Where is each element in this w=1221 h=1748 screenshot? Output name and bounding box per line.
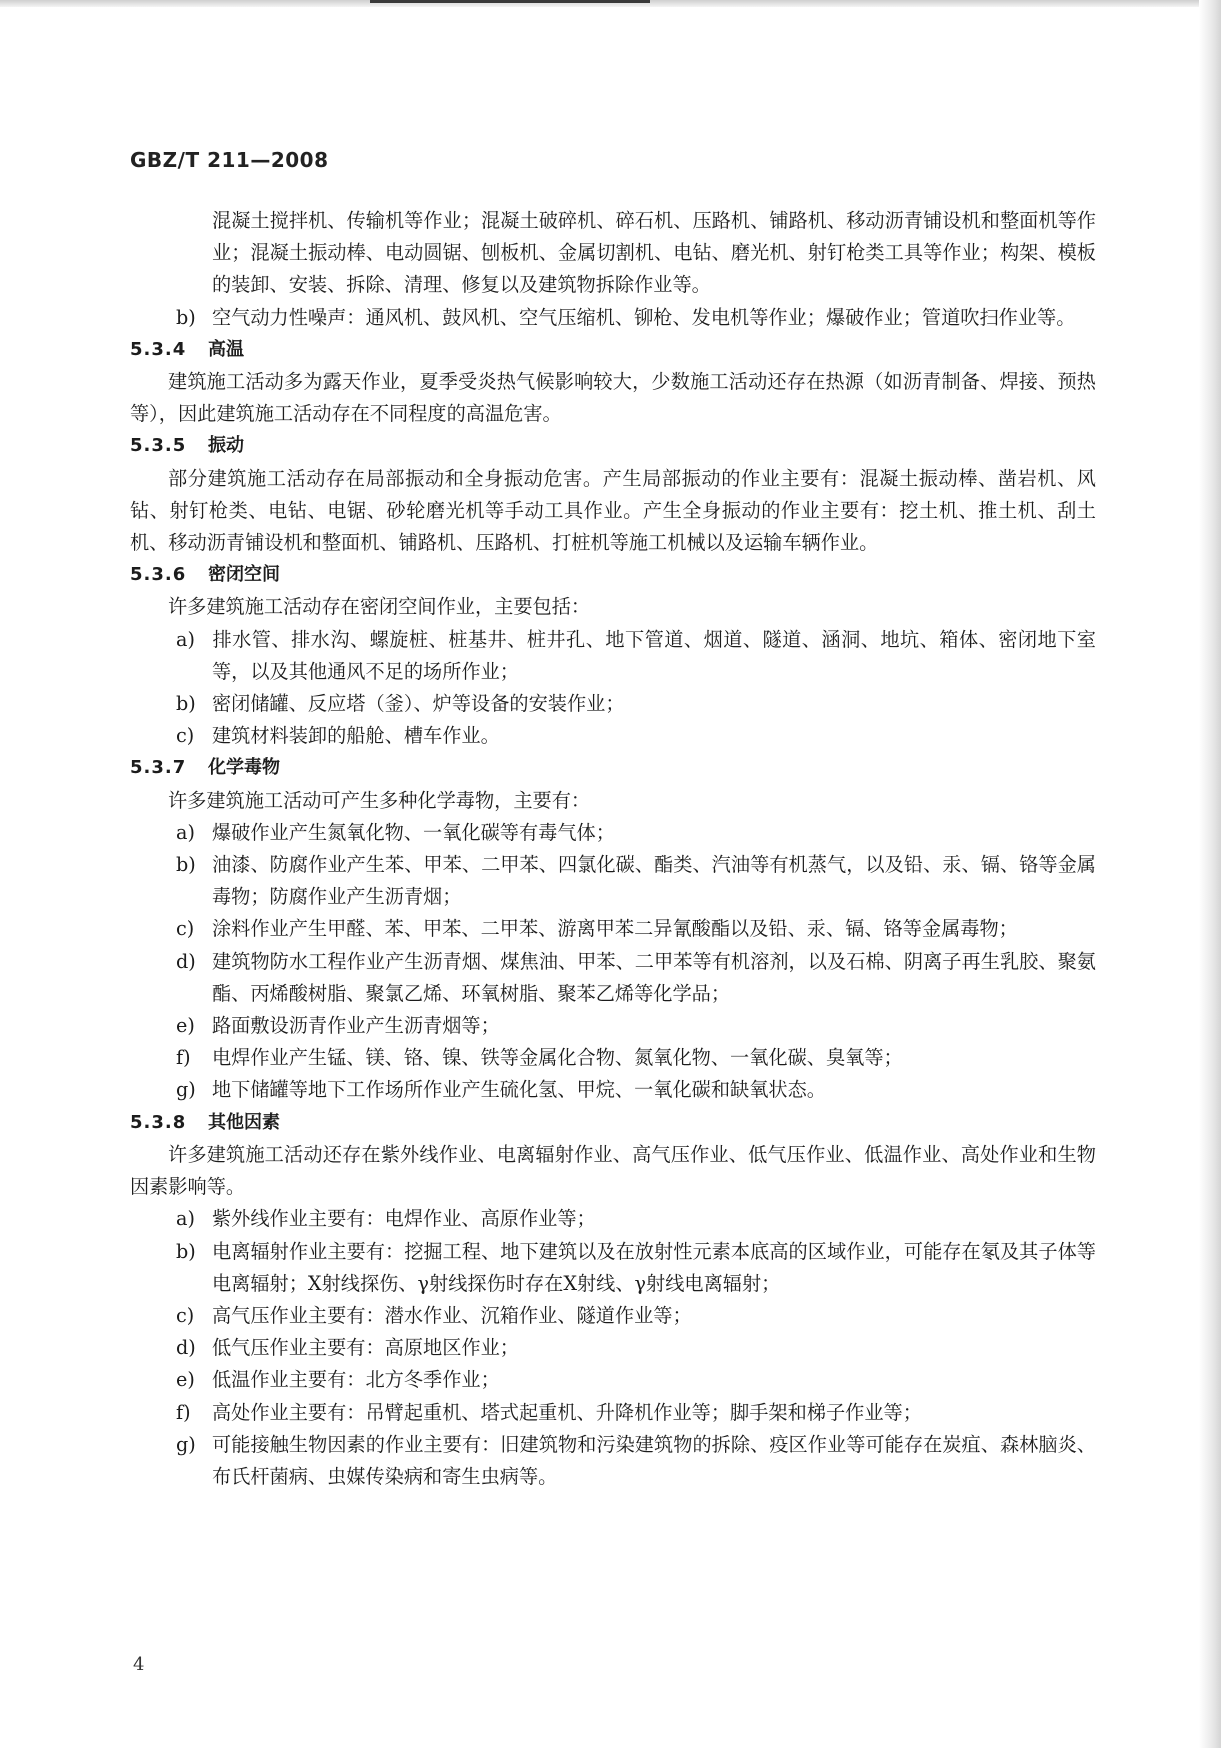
list-item — [130, 817, 1096, 849]
section-heading — [130, 334, 1096, 366]
page-body — [130, 205, 1096, 1493]
item-marker: d) — [176, 1336, 196, 1360]
section-title: 密闭空间 — [208, 564, 280, 586]
section-title: 高温 — [208, 338, 244, 360]
item-text: 电离辐射作业主要有：挖掘工程、地下建筑以及在放射性元素本底高的区域作业，可能存在氡及其子体等电离辐射；X射线探伤、γ射线探伤时存在X射线、γ射线电离辐射； — [212, 1239, 1096, 1295]
list-item — [130, 1332, 1096, 1364]
section-title: 其他因素 — [208, 1111, 280, 1133]
section-heading — [130, 752, 1096, 784]
item-text: 建筑材料装卸的船舱、槽车作业。 — [212, 724, 500, 748]
section-paragraph: 部分建筑施工活动存在局部振动和全身振动危害。产生局部振动的作业主要有：混凝土振动棒、凿岩机、风钻、射钉枪类、电钻、电锯、砂轮磨光机等手动工具作业。产生全身振动的作业主要有：挖土机、推土机、刮土机、移动沥青铺设机和整面机、铺路机、压路机、打桩机等施工机械以及运输车辆作业。 — [130, 466, 1096, 555]
scan-right-edge — [1199, 0, 1221, 1748]
item-marker: f) — [176, 1046, 191, 1070]
item-marker: g) — [176, 1432, 196, 1456]
section-paragraph: 许多建筑施工活动存在密闭空间作业，主要包括： — [168, 595, 591, 619]
list-item — [130, 624, 1096, 688]
item-text: 高处作业主要有：吊臂起重机、塔式起重机、升降机作业等；脚手架和梯子作业等； — [212, 1400, 922, 1424]
item-marker: e) — [176, 1368, 195, 1392]
section-number: 5.3.8 — [130, 1111, 187, 1133]
section-paragraph: 建筑施工活动多为露天作业，夏季受炎热气候影响较大，少数施工活动还存在热源（如沥青制备、焊接、预热等），因此建筑施工活动存在不同程度的高温危害。 — [130, 370, 1096, 426]
section-heading — [130, 1107, 1096, 1139]
list-item — [130, 1429, 1096, 1493]
item-marker: a) — [176, 627, 195, 651]
list-item — [130, 946, 1096, 1010]
document-code: GBZ/T 211—2008 — [130, 148, 329, 172]
page-number: 4 — [133, 1654, 145, 1675]
item-marker: c) — [176, 724, 195, 748]
section-number: 5.3.5 — [130, 435, 187, 457]
section-number: 5.3.6 — [130, 564, 187, 586]
item-marker: c) — [176, 917, 195, 941]
item-marker: b) — [176, 853, 196, 877]
section-heading — [130, 559, 1096, 591]
item-text: 密闭储罐、反应塔（釜）、炉等设备的安装作业； — [212, 692, 625, 716]
list-item — [130, 720, 1096, 752]
list-item — [130, 849, 1096, 913]
item-text: 低温作业主要有：北方冬季作业； — [212, 1368, 500, 1392]
list-item — [130, 1300, 1096, 1332]
list-item — [130, 1236, 1096, 1300]
item-text: 紫外线作业主要有：电焊作业、高原作业等； — [212, 1207, 596, 1231]
item-text: 涂料作业产生甲醛、苯、甲苯、二甲苯、游离甲苯二异氰酸酯以及铅、汞、镉、铬等金属毒物； — [212, 917, 1018, 941]
item-text: 低气压作业主要有：高原地区作业； — [212, 1336, 519, 1360]
scan-top-edge — [0, 0, 1221, 7]
item-marker: g) — [176, 1078, 196, 1102]
item-text: 可能接触生物因素的作业主要有：旧建筑物和污染建筑物的拆除、疫区作业等可能存在炭疽、森林脑炎、布氏杆菌病、虫媒传染病和寄生虫病等。 — [212, 1432, 1096, 1488]
item-text: 排水管、排水沟、螺旋桩、桩基井、桩井孔、地下管道、烟道、隧道、涵洞、地坑、箱体、密闭地下室等，以及其他通风不足的场所作业； — [212, 627, 1096, 683]
list-item — [130, 302, 1096, 334]
item-text: 地下储罐等地下工作场所作业产生硫化氢、甲烷、一氧化碳和缺氧状态。 — [212, 1078, 826, 1102]
section-title: 振动 — [208, 435, 244, 457]
item-marker: a) — [176, 820, 195, 844]
item-text: 高气压作业主要有：潜水作业、沉箱作业、隧道作业等； — [212, 1303, 692, 1327]
item-text: 电焊作业产生锰、镁、铬、镍、铁等金属化合物、氮氧化物、一氧化碳、臭氧等； — [212, 1046, 903, 1070]
item-text: 建筑物防水工程作业产生沥青烟、煤焦油、甲苯、二甲苯等有机溶剂，以及石棉、阴离子再生乳胶、聚氨酯、丙烯酸树脂、聚氯乙烯、环氧树脂、聚苯乙烯等化学品； — [212, 949, 1096, 1005]
section-title: 化学毒物 — [208, 757, 280, 779]
item-marker: b) — [176, 1239, 196, 1263]
item-marker: e) — [176, 1014, 195, 1038]
item-marker: f) — [176, 1400, 191, 1424]
list-item — [130, 913, 1096, 945]
item-marker: c) — [176, 1303, 195, 1327]
item-marker: b) — [176, 692, 196, 716]
list-item — [130, 1397, 1096, 1429]
item-marker: a) — [176, 1207, 195, 1231]
section-heading — [130, 430, 1096, 462]
item-text: 爆破作业产生氮氧化物、一氧化碳等有毒气体； — [212, 820, 615, 844]
section-paragraph: 许多建筑施工活动可产生多种化学毒物，主要有： — [168, 788, 591, 812]
item-text: 空气动力性噪声：通风机、鼓风机、空气压缩机、铆枪、发电机等作业；爆破作业；管道吹扫作业等。 — [212, 305, 1076, 329]
item-text: 路面敷设沥青作业产生沥青烟等； — [212, 1014, 500, 1038]
list-item — [130, 688, 1096, 720]
section-number: 5.3.7 — [130, 757, 187, 779]
continuation-paragraph: 混凝土搅拌机、传输机等作业；混凝土破碎机、碎石机、压路机、铺路机、移动沥青铺设机和整面机等作业；混凝土振动棒、电动圆锯、刨板机、金属切割机、电钻、磨光机、射钉枪类工具等作业；构架、模板的装卸、安装、拆除、清理、修复以及建筑物拆除作业等。 — [212, 209, 1096, 297]
list-item — [130, 1010, 1096, 1042]
section-paragraph: 许多建筑施工活动还存在紫外线作业、电离辐射作业、高气压作业、低气压作业、低温作业、高处作业和生物因素影响等。 — [130, 1142, 1096, 1199]
item-marker: b) — [176, 305, 196, 329]
list-item — [130, 1203, 1096, 1235]
section-number: 5.3.4 — [130, 338, 187, 360]
list-item — [130, 1074, 1096, 1106]
list-item — [130, 1364, 1096, 1396]
list-item — [130, 1042, 1096, 1074]
item-text: 油漆、防腐作业产生苯、甲苯、二甲苯、四氯化碳、酯类、汽油等有机蒸气，以及铅、汞、镉、铬等金属毒物；防腐作业产生沥青烟； — [212, 853, 1096, 909]
item-marker: d) — [176, 949, 196, 973]
